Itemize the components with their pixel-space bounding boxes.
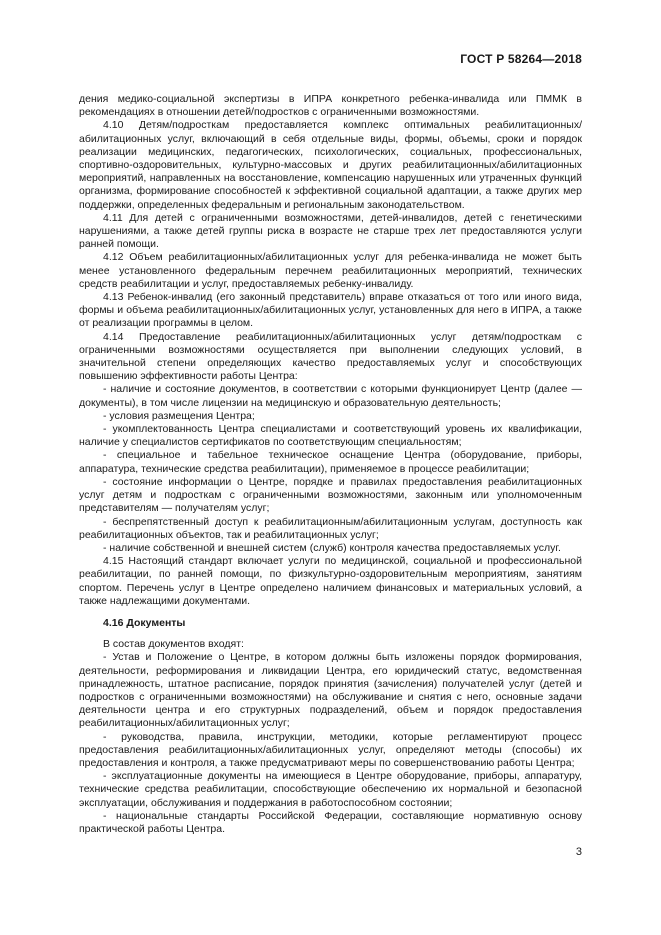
paragraph: - беспрепятственный доступ к реабилитационным/абилитационным услугам, доступность как реабилитационных объектов, так и реабилитационных услуг; (79, 515, 582, 541)
paragraph: - условия размещения Центра; (103, 409, 255, 422)
paragraph: дения медико-социальной экспертизы в ИПРА конкретного ребенка-инвалида или ПММК в рекомендациях в отношении детей/подростков с ограниченными возможностями. (79, 93, 582, 119)
document-body (79, 93, 582, 836)
paragraph: В состав документов входят: (103, 638, 244, 651)
section-heading: 4.16 Документы (103, 616, 186, 629)
paragraphs-bottom (79, 638, 582, 836)
paragraph: 4.12 Объем реабилитационных/абилитационных услуг для ребенка-инвалида не может быть менее установленного федеральным перечнем реабилитационных мероприятий, технических средств реабилитации и услуг, предоставляемых ребенку-инвалиду. (79, 251, 582, 290)
paragraph: - национальные стандарты Российской Федерации, составляющие нормативную основу практической работы Центра. (79, 809, 582, 835)
paragraph: 4.15 Настоящий стандарт включает услуги по медицинской, социальной и профессиональной реабилитации, по ранней помощи, по физкультурно-оздоровительным мероприятиям, занятиям спортом. Перечень услуг в Центре определено наличием финансовых и материальных условий, а также надлежащими документами. (79, 555, 582, 607)
paragraph: 4.10 Детям/подросткам предоставляется комплекс оптимальных реабилитационных/абилитационных услуг, включающий в себя отдельные виды, формы, объемы, сроки и порядок реализации медицинских, педагогических, психологических, социальных, профессиональных, спортивно-оздоровительных, культурно-массовых и других реабилитационных/абилитационных мероприятий, направленных на восстановление, компенсацию нарушенных или утраченных функций организма, формирование способностей к эффективной социальной адаптации, а также других мер поддержки, определенных федеральным и региональным законодательством. (79, 119, 582, 211)
paragraph: 4.11 Для детей с ограниченными возможностями, детей-инвалидов, детей с генетическими нарушениями, а также детей группы риска в возрасте не старше трех лет предоставляются услуги ранней помощи. (79, 211, 582, 251)
paragraph: - эксплуатационные документы на имеющиеся в Центре оборудование, приборы, аппаратуру, технические средства реабилитации, способствующие обеспечению их нормальной и безопасной эксплуатации, обслуживания и поддержания в работоспособном состоянии; (79, 770, 582, 809)
paragraph: - руководства, правила, инструкции, методики, которые регламентируют процесс предоставления реабилитационных/абилитационных услуг, определяют методы (способы) их предоставления и контроля, а также предусматривают меры по совершенствованию работы Центра; (79, 730, 582, 769)
paragraph: 4.13 Ребенок-инвалид (его законный представитель) вправе отказаться от того или иного вида, формы и объема реабилитационных/абилитационных услуг, установленных для него в ИПРА, а также от реализации программы в целом. (79, 291, 582, 330)
paragraph: - наличие собственной и внешней систем (служб) контроля качества предоставляемых услуг. (103, 541, 561, 554)
paragraph: - специальное и табельное техническое оснащение Центра (оборудование, приборы, аппаратура, технические средства реабилитации), применяемое в процессе реабилитации; (79, 449, 582, 475)
paragraph: 4.14 Предоставление реабилитационных/абилитационных услуг детям/подросткам с ограниченными возможностями осуществляется при выполнении следующих условий, в значительной степени определяющих качество предоставляемых услуг и способствующих повышению эффективности работы Центра: (79, 330, 582, 383)
paragraph: - укомплектованность Центра специалистами и соответствующий уровень их квалификации, наличие у специалистов сертификатов по соответствующим специальностям; (79, 423, 582, 449)
paragraph: - наличие и состояние документов, в соответствии с которыми функционирует Центр (далее — документы), в том числе лицензии на медицинскую и образовательную деятельность; (79, 383, 582, 409)
page-header: ГОСТ Р 58264—2018 (460, 52, 582, 66)
paragraphs-top (79, 93, 582, 608)
paragraph: - Устав и Положение о Центре, в котором должны быть изложены порядок формирования, деятельности, реформирования и ликвидации Центра, его юридический статус, ведомственная принадлежность, штатное расписание, порядок принятия (зачисления) получателей услуг (детей и подростков с ограниченными возможностями) на обслуживание и снятия с него, основные задачи деятельности центра и его структурных подразделений, объем и порядок предоставления реабилитационных/абилитационных услуг; (79, 651, 582, 730)
paragraph: - состояние информации о Центре, порядке и правилах предоставления реабилитационных услуг детям и подросткам с ограниченными возможностями, законным или уполномоченным представителям — получателям услуг; (79, 475, 582, 515)
page-number: 3 (575, 846, 582, 858)
